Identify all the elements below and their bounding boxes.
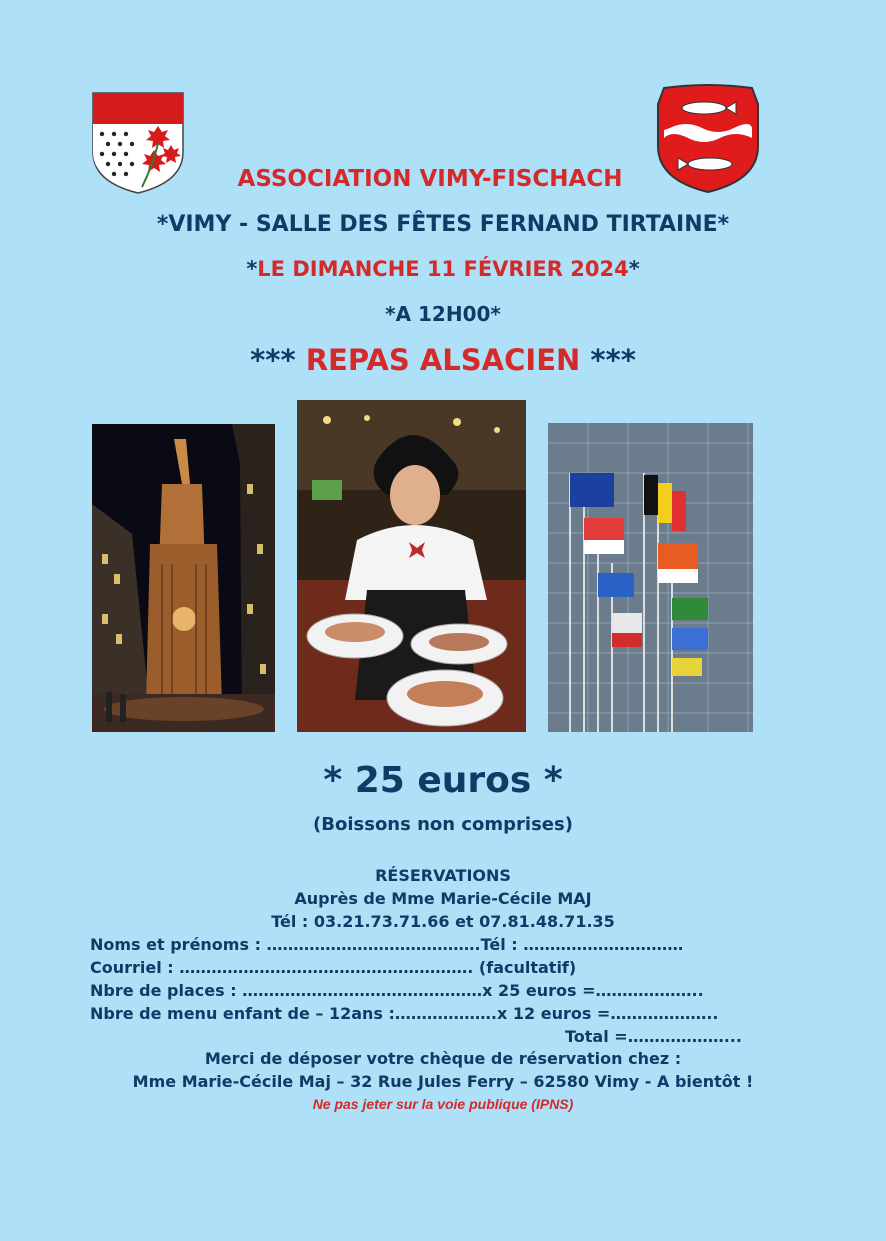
- deposit-address: Mme Marie-Cécile Maj – 32 Rue Jules Ferry – 62580 Vimy - A bientôt !: [132, 1072, 754, 1091]
- european-parliament-flags-photo: [548, 423, 753, 732]
- meal-suffix: ***: [580, 343, 636, 377]
- event-time: *A 12H00*: [385, 302, 501, 326]
- form-total-line: Total =………………...: [565, 1027, 742, 1046]
- form-places-line: Nbre de places : ………………………………………x 25 euros =………………..: [90, 981, 704, 1000]
- alsatian-waitress-photo: [297, 400, 526, 732]
- date-prefix: *: [246, 257, 258, 281]
- ipns-notice: Ne pas jeter sur la voie publique (IPNS): [312, 1096, 574, 1112]
- form-email-line: Courriel : ………………………………………………. (facultatif): [90, 958, 577, 977]
- meal-prefix: ***: [250, 343, 306, 377]
- venue-line: *VIMY - SALLE DES FÊTES FERNAND TIRTAINE*: [156, 212, 730, 237]
- meal-text: REPAS ALSACIEN: [305, 343, 581, 377]
- date-text: LE DIMANCHE 11 FÉVRIER 2024: [257, 257, 629, 281]
- strasbourg-cathedral-photo: [92, 424, 275, 732]
- association-title: ASSOCIATION VIMY-FISCHACH: [237, 166, 623, 192]
- date-suffix: *: [628, 257, 640, 281]
- price: * 25 euros *: [323, 760, 563, 801]
- event-date: [0, 257, 886, 281]
- form-kids-menu-line: Nbre de menu enfant de – 12ans :……………….x 12 euros =………………..: [90, 1004, 719, 1023]
- deposit-instructions: Merci de déposer votre chèque de réservation chez :: [204, 1049, 682, 1068]
- reservation-title: RÉSERVATIONS: [375, 866, 511, 885]
- form-name-line: Noms et prénoms : ………………………………….Tél : …………………………: [90, 935, 684, 954]
- reservation-phone: Tél : 03.21.73.71.66 et 07.81.48.71.35: [271, 912, 615, 931]
- reservation-contact: Auprès de Mme Marie-Cécile MAJ: [294, 889, 592, 908]
- meal-heading: [0, 343, 886, 377]
- drinks-note: (Boissons non comprises): [313, 814, 573, 835]
